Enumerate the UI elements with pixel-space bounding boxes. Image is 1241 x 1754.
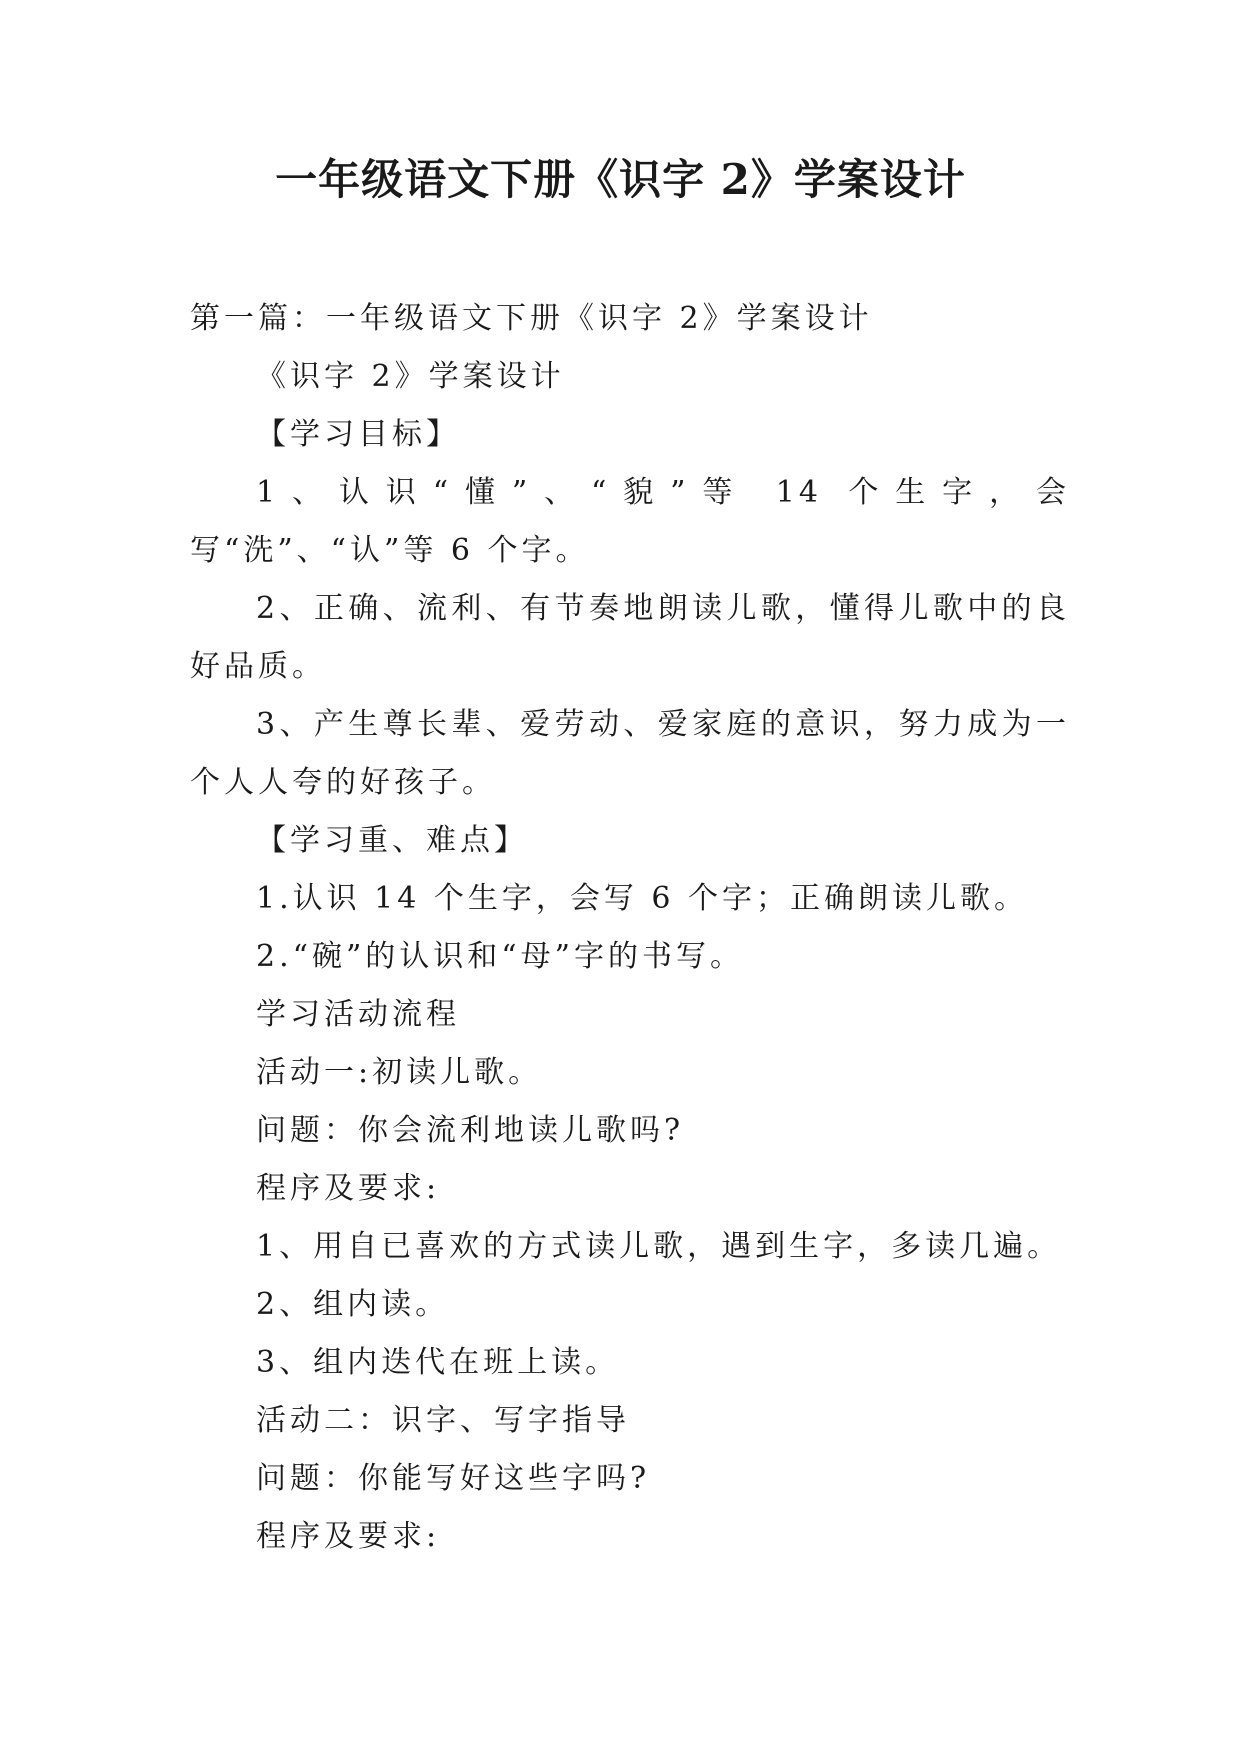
key-point-item-1: 1.认识 14 个生字，会写 6 个字；正确朗读儿歌。 xyxy=(256,881,1029,916)
activity-one-procedure-label: 程序及要求: xyxy=(256,1171,441,1206)
activity-one-question: 问题：你会流利地读儿歌吗? xyxy=(256,1113,685,1148)
activity-one-step-2: 2、组内读。 xyxy=(256,1287,450,1322)
objective-item-3: 3、产生尊长辈、爱劳动、爱家庭的意识，努力成为一个人人夸的好孩子。 xyxy=(190,707,1070,800)
document-body xyxy=(190,290,1070,1566)
subtitle: 《识字 2》学案设计 xyxy=(256,359,565,394)
activity-one-step-1: 1、用自已喜欢的方式读儿歌，遇到生字，多读几遍。 xyxy=(256,1229,1062,1264)
activity-two-title: 活动二：识字、写字指导 xyxy=(256,1403,630,1438)
section-heading: 第一篇：一年级语文下册《识字 2》学案设计 xyxy=(190,301,873,336)
key-point-item-2: 2.“碗”的认识和“母”字的书写。 xyxy=(256,939,744,974)
activity-one-title: 活动一:初读儿歌。 xyxy=(256,1055,543,1090)
document-title: 一年级语文下册《识字 2》学案设计 xyxy=(275,155,966,204)
objective-item-1: 1、认识“懂”、“貌”等 14 个生字，会写“洗”、“认”等 6 个字。 xyxy=(190,475,1070,568)
activity-two-procedure-label: 程序及要求: xyxy=(256,1519,441,1554)
objectives-heading: 【学习目标】 xyxy=(256,417,460,452)
activity-one-step-3: 3、组内迭代在班上读。 xyxy=(256,1345,620,1380)
activity-flow-heading: 学习活动流程 xyxy=(256,997,460,1032)
activity-two-question: 问题：你能写好这些字吗? xyxy=(256,1461,651,1496)
objective-item-2: 2、正确、流利、有节奏地朗读儿歌，懂得儿歌中的良好品质。 xyxy=(190,591,1070,684)
key-points-heading: 【学习重、难点】 xyxy=(256,823,528,858)
